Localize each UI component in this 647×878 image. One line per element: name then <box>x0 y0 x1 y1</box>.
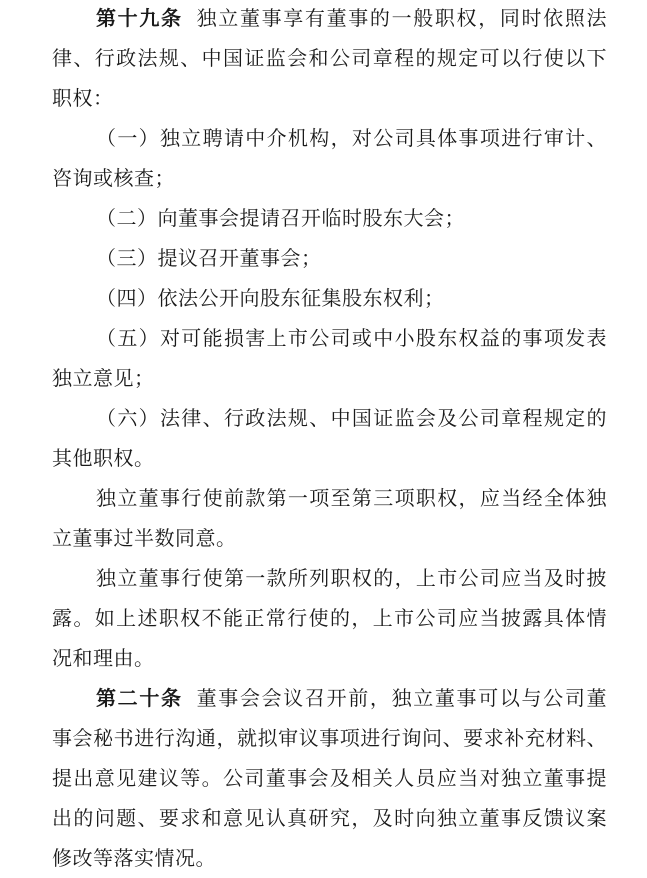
para-3-line-3: 况和理由。 <box>52 646 155 670</box>
article-19-line-2: 律、行政法规、中国证监会和公司章程的规定可以行使以下 <box>52 46 607 70</box>
para-3-line-2: 露。如上述职权不能正常行使的，上市公司应当披露具体情 <box>52 606 607 630</box>
article-19-heading: 第十九条 <box>96 6 183 30</box>
item-5-line-1: （五）对可能损害上市公司或中小股东权益的事项发表 <box>96 326 607 350</box>
item-2: （二）向董事会提请召开临时股东大会； <box>96 206 465 230</box>
article-19-line-3: 职权： <box>52 86 114 110</box>
item-1-line-1: （一）独立聘请中介机构，对公司具体事项进行审计、 <box>96 126 607 150</box>
para-3-line-1: 独立董事行使第一款所列职权的，上市公司应当及时披 <box>96 566 607 590</box>
article-20-text: 董事会会议召开前，独立董事可以与公司董 <box>196 686 608 710</box>
article-20-line-5: 修改等落实情况。 <box>52 846 216 870</box>
para-2-line-2: 立董事过半数同意。 <box>52 526 237 550</box>
para-2-line-1: 独立董事行使前款第一项至第三项职权，应当经全体独 <box>96 486 607 510</box>
item-1-line-2: 咨询或核查； <box>52 166 175 190</box>
article-20-line-3: 提出意见建议等。公司董事会及相关人员应当对独立董事提 <box>52 766 607 790</box>
item-6-line-2: 其他职权。 <box>52 446 155 470</box>
item-5-line-2: 独立意见； <box>52 366 155 390</box>
item-3: （三）提议召开董事会； <box>96 246 322 270</box>
article-19-line-1 <box>96 0 607 38</box>
article-20-line-1 <box>96 678 607 718</box>
article-19-text: 独立董事享有董事的一般职权，同时依照法 <box>196 6 608 30</box>
article-20-heading: 第二十条 <box>96 686 183 710</box>
item-4: （四）依法公开向股东征集股东权利； <box>96 286 445 310</box>
article-20-line-4: 出的问题、要求和意见认真研究，及时向独立董事反馈议案 <box>52 806 607 830</box>
item-6-line-1: （六）法律、行政法规、中国证监会及公司章程规定的 <box>96 406 607 430</box>
article-20-line-2: 事会秘书进行沟通，就拟审议事项进行询问、要求补充材料、 <box>52 726 607 750</box>
